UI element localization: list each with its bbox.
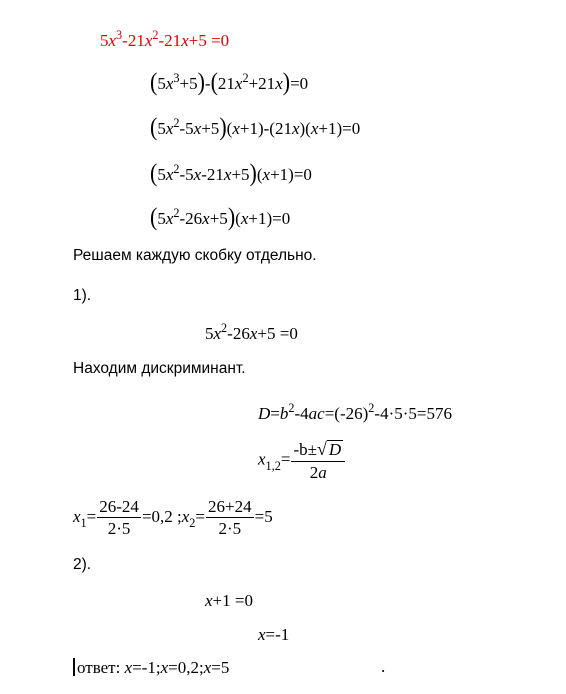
- factoring-step-1: $(5x^2-5x+5)(x+1)-(21x)(x+1)=0$: [150, 112, 361, 141]
- part-1-label: 1).: [73, 287, 92, 304]
- linear-solution: x=-1: [258, 625, 290, 644]
- discriminant-intro-text: Находим дискриминант.: [73, 360, 246, 377]
- text-cursor: [73, 658, 75, 676]
- linear-equation: x+1 =0: [205, 591, 253, 610]
- trailing-dot: .: [381, 657, 386, 676]
- grouping-equation: $(5x^3+5)-(21x^2+21x)=0$: [150, 67, 309, 96]
- root-formula-fraction: -b± √ D 2a: [291, 440, 345, 482]
- root-formula: $x_{1,2}=$ -b± √ D 2a: [258, 440, 346, 482]
- solve-each-text: Решаем каждую скобку отдельно.: [73, 247, 317, 264]
- factoring-step-3: $(5x^2-26x+5)(x+1)=0$: [150, 202, 291, 231]
- roots-values: $x_1=$ $\frac{26-24}{2\cdot 5}$ =0,2 $;x_2=$ $\frac{26+24}{2\cdot 5}$ =5: [73, 497, 273, 538]
- cubic-equation: $5x^3-21x^2-21x+5 =0$: [100, 28, 230, 50]
- quadratic-equation: $5x^2-26x+5 =0$: [205, 321, 298, 343]
- x1-fraction: $\frac{26-24}{2\cdot 5}$: [99, 497, 139, 538]
- factoring-step-2: $(5x^2-5x-21x+5)(x+1)=0$: [150, 158, 312, 187]
- discriminant-formula: $D=b^2-4ac=(-26)^2-4\cdot 5\cdot 5=576$: [258, 401, 452, 423]
- sqrt-sign: √ D: [316, 439, 342, 459]
- part-2-label: 2).: [73, 556, 92, 573]
- answer-line: ответ: x=-1;x=0,2;x=5: [73, 658, 229, 676]
- x2-fraction: $\frac{26+24}{2\cdot 5}$: [208, 497, 252, 538]
